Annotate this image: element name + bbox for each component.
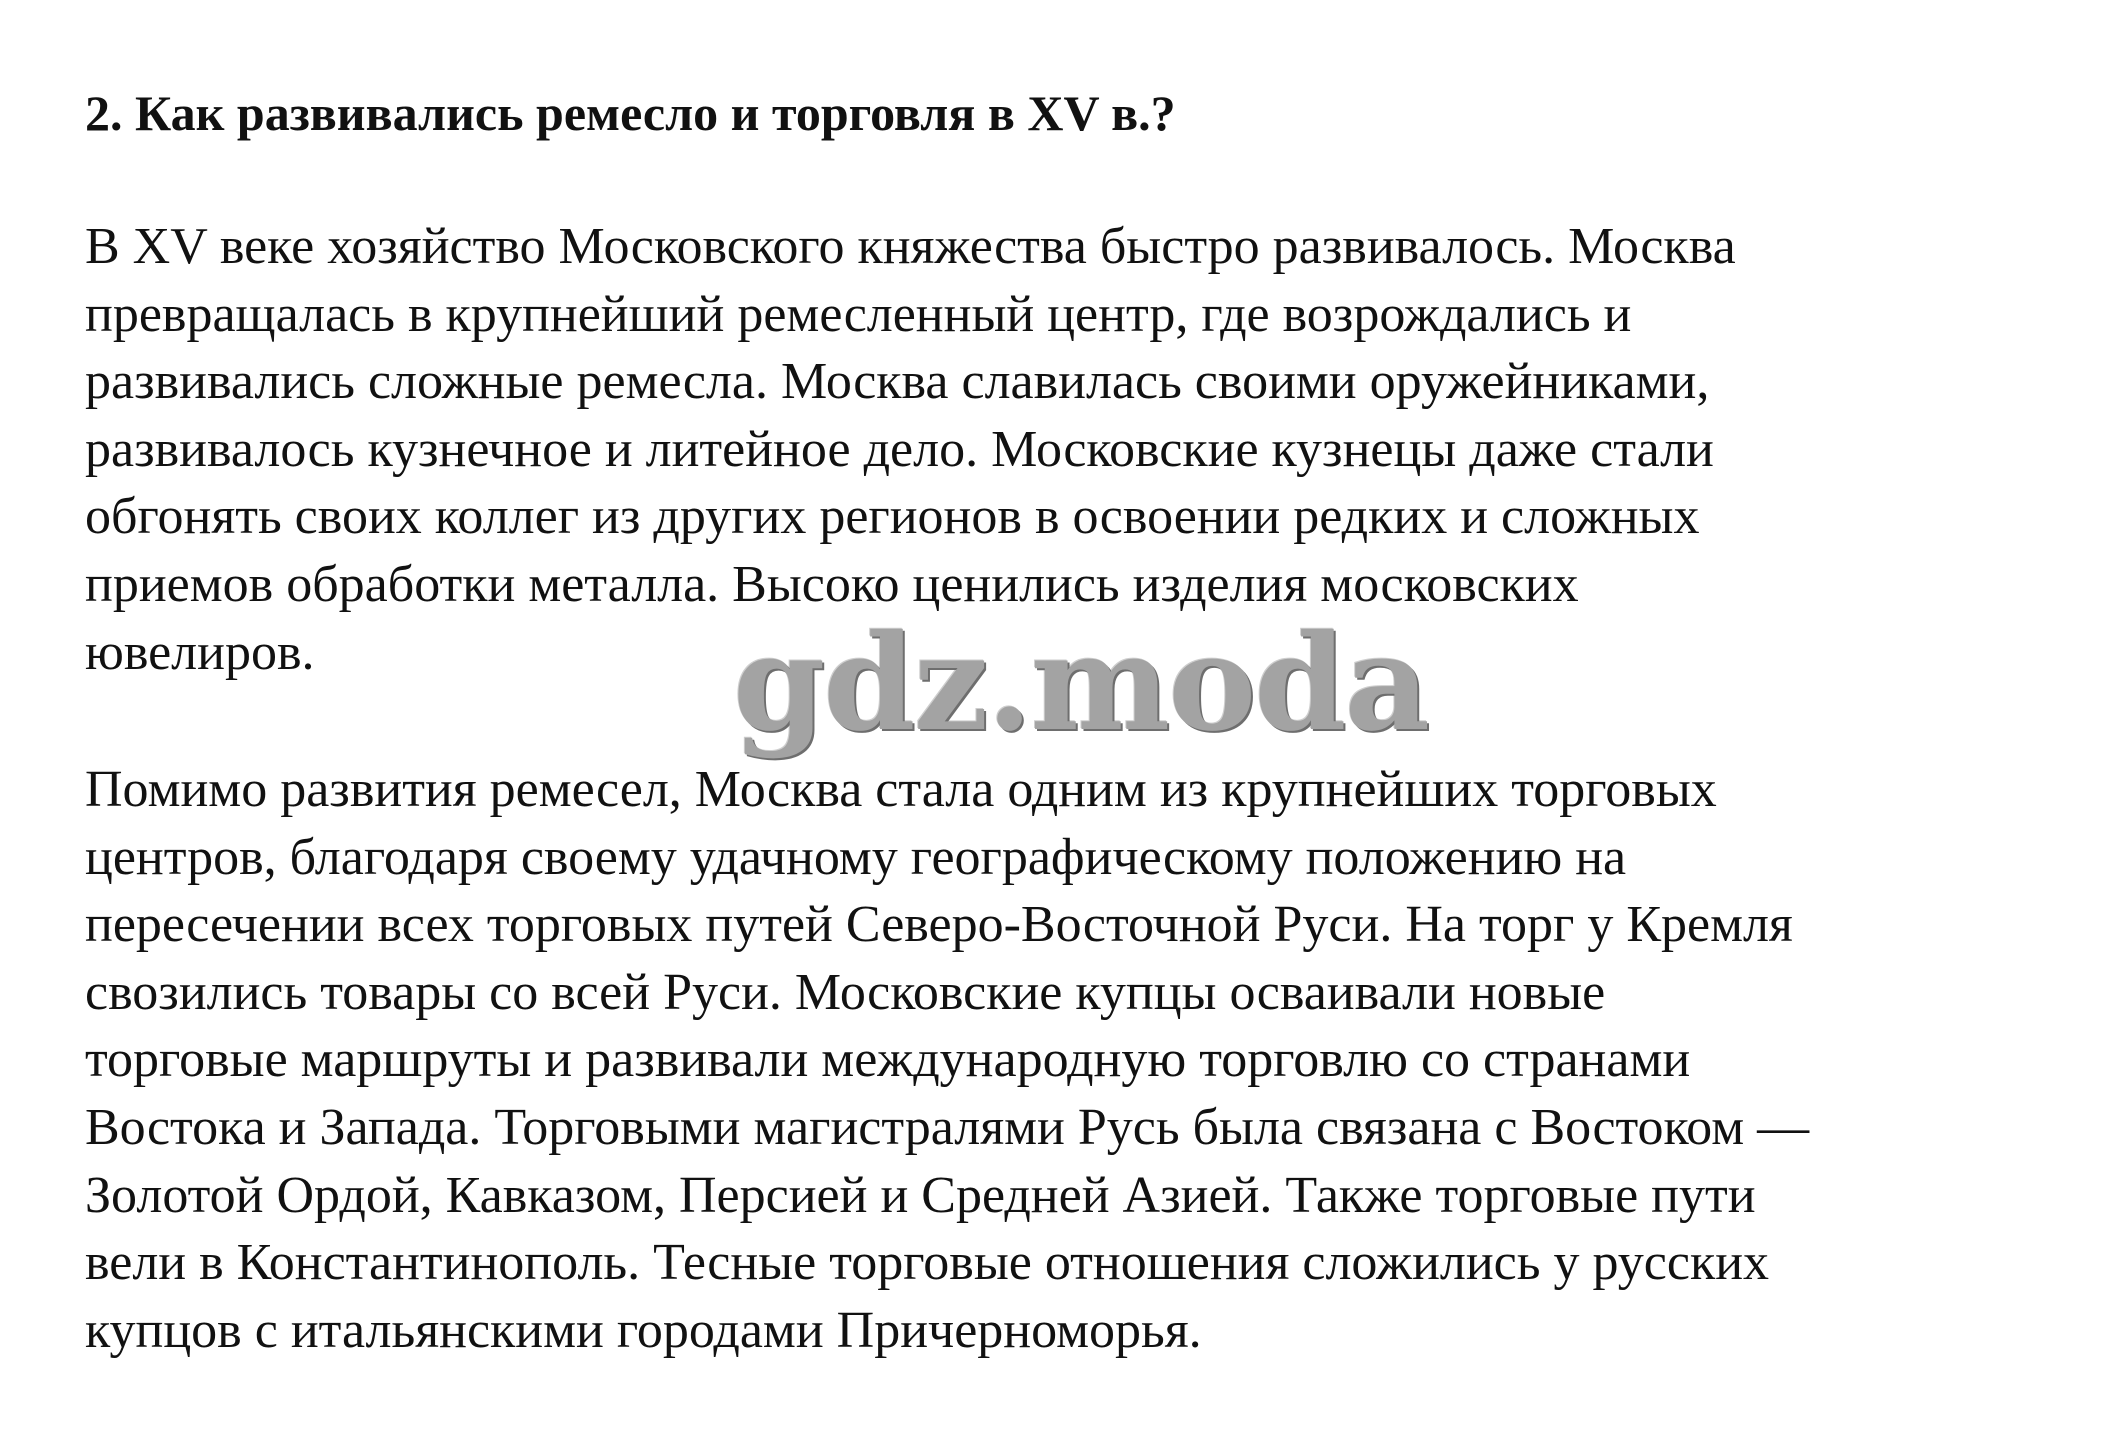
watermark-logo: gdz.moda xyxy=(733,606,1429,761)
paragraph-line: вели в Константинополь. Тесные торговые отношения сложились у русских xyxy=(85,1234,1770,1292)
paragraph-line: Помимо развития ремесел, Москва стала одним из крупнейших торговых xyxy=(85,761,1717,818)
paragraph-line: обгонять своих коллег из других регионов в освоении редких и сложных xyxy=(85,488,1700,546)
question-heading: 2. Как развивались ремесло и торговля в XV в.? xyxy=(85,85,1176,141)
answer-paragraph-2 xyxy=(85,756,1809,1364)
paragraph-line: Золотой Ордой, Кавказом, Персией и Средней Азией. Также торговые пути xyxy=(85,1166,1756,1224)
paragraph-line: торговые маршруты и развивали международную торговлю со странами xyxy=(85,1031,1691,1089)
paragraph-line: развивались сложные ремесла. Москва славилась своими оружейниками, xyxy=(85,353,1710,411)
paragraph-line: свозились товары со всей Руси. Московские купцы осваивали новые xyxy=(85,963,1606,1021)
paragraph-line: купцов с итальянскими городами Причерноморья. xyxy=(85,1301,1202,1359)
answer-paragraph-1 xyxy=(85,213,1736,686)
paragraph-line: приемов обработки металла. Высоко ценились изделия московских xyxy=(85,555,1579,613)
paragraph-line: развивалось кузнечное и литейное дело. Московские кузнецы даже стали xyxy=(85,420,1714,478)
paragraph-line: ювелиров. xyxy=(85,623,315,681)
paragraph-line: Востока и Запада. Торговыми магистралями Русь была связана с Востоком — xyxy=(85,1098,1810,1156)
paragraph-line: центров, благодаря своему удачному географическому положению на xyxy=(85,828,1627,886)
paragraph-line: пересечении всех торговых путей Северо-Восточной Руси. На торг у Кремля xyxy=(85,896,1793,954)
paragraph-line: превращалась в крупнейший ремесленный центр, где возрождались и xyxy=(85,285,1632,343)
paragraph-line: В XV веке хозяйство Московского княжества быстро развивалось. Москва xyxy=(85,218,1736,275)
